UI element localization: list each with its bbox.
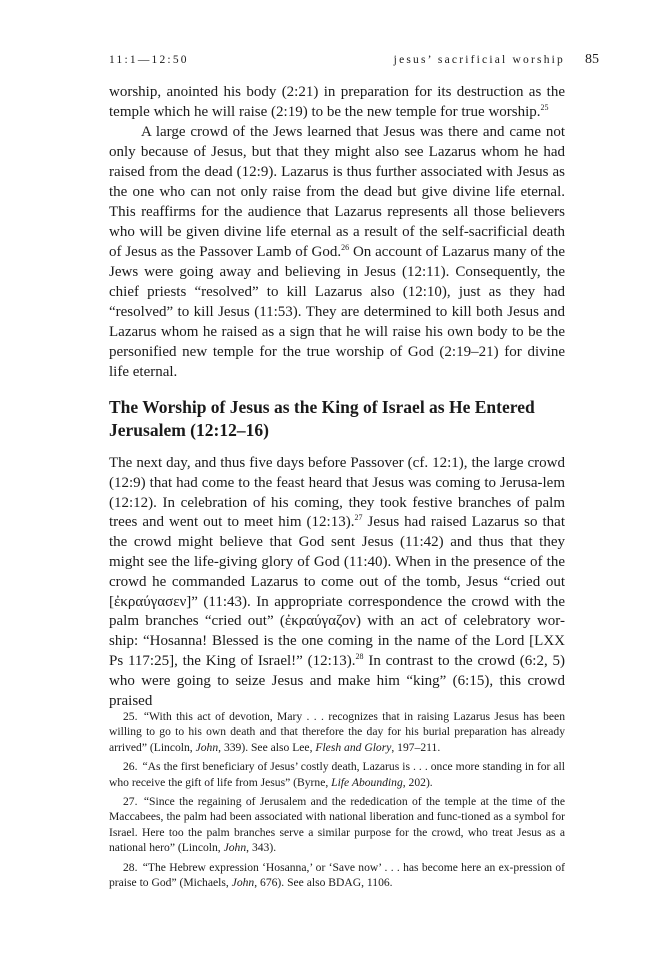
footnote (109, 794, 565, 856)
footnote (109, 759, 565, 790)
main-text (109, 82, 565, 382)
running-head-chapter-range: 11:1—12:50 (109, 54, 189, 66)
footnote-title: John (223, 841, 247, 855)
paragraph (109, 454, 565, 711)
footnote-text: “Since the regaining of Jerusalem and the rededication of the temple at the time of the Maccabees, the palm had been associated with national liberation and func-tioned as a symbol for Israel. Here too the palm branches serve a similar purpose for the crowd, who treat Jesus as a national hero” (Lincoln, (109, 795, 565, 855)
footnote-text: , 202). (402, 775, 433, 789)
footnote-number: 27. (123, 795, 138, 809)
footnote (109, 709, 565, 755)
footnote-number: 28. (123, 860, 138, 874)
footnotes (109, 709, 565, 894)
footnote-text: , 197–211. (391, 740, 441, 754)
footnote-text: , 343). (246, 841, 277, 855)
footnote-ref: 28 (355, 651, 364, 661)
footnote-title: Flesh and Glory (315, 740, 392, 754)
paragraph (109, 122, 565, 382)
footnote-ref: 25 (540, 103, 549, 112)
footnote-title: John (195, 740, 219, 754)
footnote-number: 25. (123, 710, 138, 723)
paragraph-text: On account of Lazarus many of the Jews were going away and believing in Jesus (12:11). Consequently, the chief priests “resolved” to kill Lazarus also (12:10), just as they had “resolved” to kill Jesus (11:53). They are determined to kill both Jesus and Lazarus whom he raised as a sign that he will raise his own body to be the personified new temple for the true worship of God (2:19–21) for divine life eternal. (109, 244, 565, 380)
footnote-text: “The Hebrew expression ‘Hosanna,’ or ‘Save now’ . . . has become here an ex-pression of praise to God” (Michaels, (109, 860, 565, 890)
paragraph-text: In contrast to the crowd (6:2, 5) who were going to seize Jesus and make him “king” (6:15), this crowd praised (109, 652, 565, 709)
paragraph-text: The next day, and thus five days before Passover (cf. 12:1), the large crowd (12:9) that had come to the feast heard that Jesus was coming to Jerusa-lem (12:12). In celebration of his coming, they took festive branches of palm trees and went out to meet him (12:13). (109, 455, 565, 531)
footnote-text: , 339). See also Lee, (218, 740, 316, 754)
running-head (109, 54, 599, 72)
footnote (109, 860, 565, 891)
footnote-title: John (231, 876, 255, 890)
page-number: 85 (585, 52, 599, 67)
footnote-ref: 27 (354, 513, 363, 523)
footnote-number: 26. (123, 760, 138, 774)
running-head-title: jesus’ sacrificial worship (393, 54, 565, 66)
paragraph-text: worship, anointed his body (2:21) in preparation for its destruction as the temple which he will raise (2:19) to be the new temple for true worship. (109, 84, 565, 120)
paragraph (109, 82, 565, 122)
section-text (109, 454, 565, 711)
footnote-text: , 676). See also BDAG, 1106. (254, 876, 393, 890)
paragraph-text: Jesus had raised Lazarus so that the crowd might believe that God sent Jesus (11:42) and thus that they might see the life-giving glory of God (11:40). When in the presence of the crowd he commanded Lazarus to come out of the tomb, Jesus “cried out [ἐκραύγασεν]” (11:43). In appropriate correspondence the crowd with the palm branches “cried out” (ἐκραύγαζον) with an act of celebratory wor-ship: “Hosanna! Blessed is the one coming in the name of the Lord [LXX Ps 117:25], the King of Israel!” (12:13). (109, 514, 565, 669)
footnote-text: “With this act of devotion, Mary . . . recognizes that in raising Lazarus Jesus has been willing to go to his own death and that therefore the day for his burial preparation has already arrived” (Lincoln, (109, 710, 565, 754)
footnote-text: “As the first beneficiary of Jesus’ costly death, Lazarus is . . . once more standing in for all who receive the gift of life from Jesus” (Byrne, (109, 760, 565, 789)
footnote-title: Life Abounding (331, 775, 403, 789)
paragraph-text: A large crowd of the Jews learned that Jesus was there and came not only because of Jesus, but that they might also see Lazarus whom he had raised from the dead (12:9). Lazarus is thus further associated with Jesus as the one who can not only raise from the dead but give divine life eternal. This reaffirms for the audience that Lazarus represents all those believers who will be given divine life eternal as a result of the self-sacrificial death of Jesus as the Passover Lamb of God. (109, 124, 565, 260)
footnote-ref: 26 (341, 243, 350, 252)
section-heading: The Worship of Jesus as the King of Israel as He Entered Jerusalem (12:12–16) (109, 397, 535, 440)
